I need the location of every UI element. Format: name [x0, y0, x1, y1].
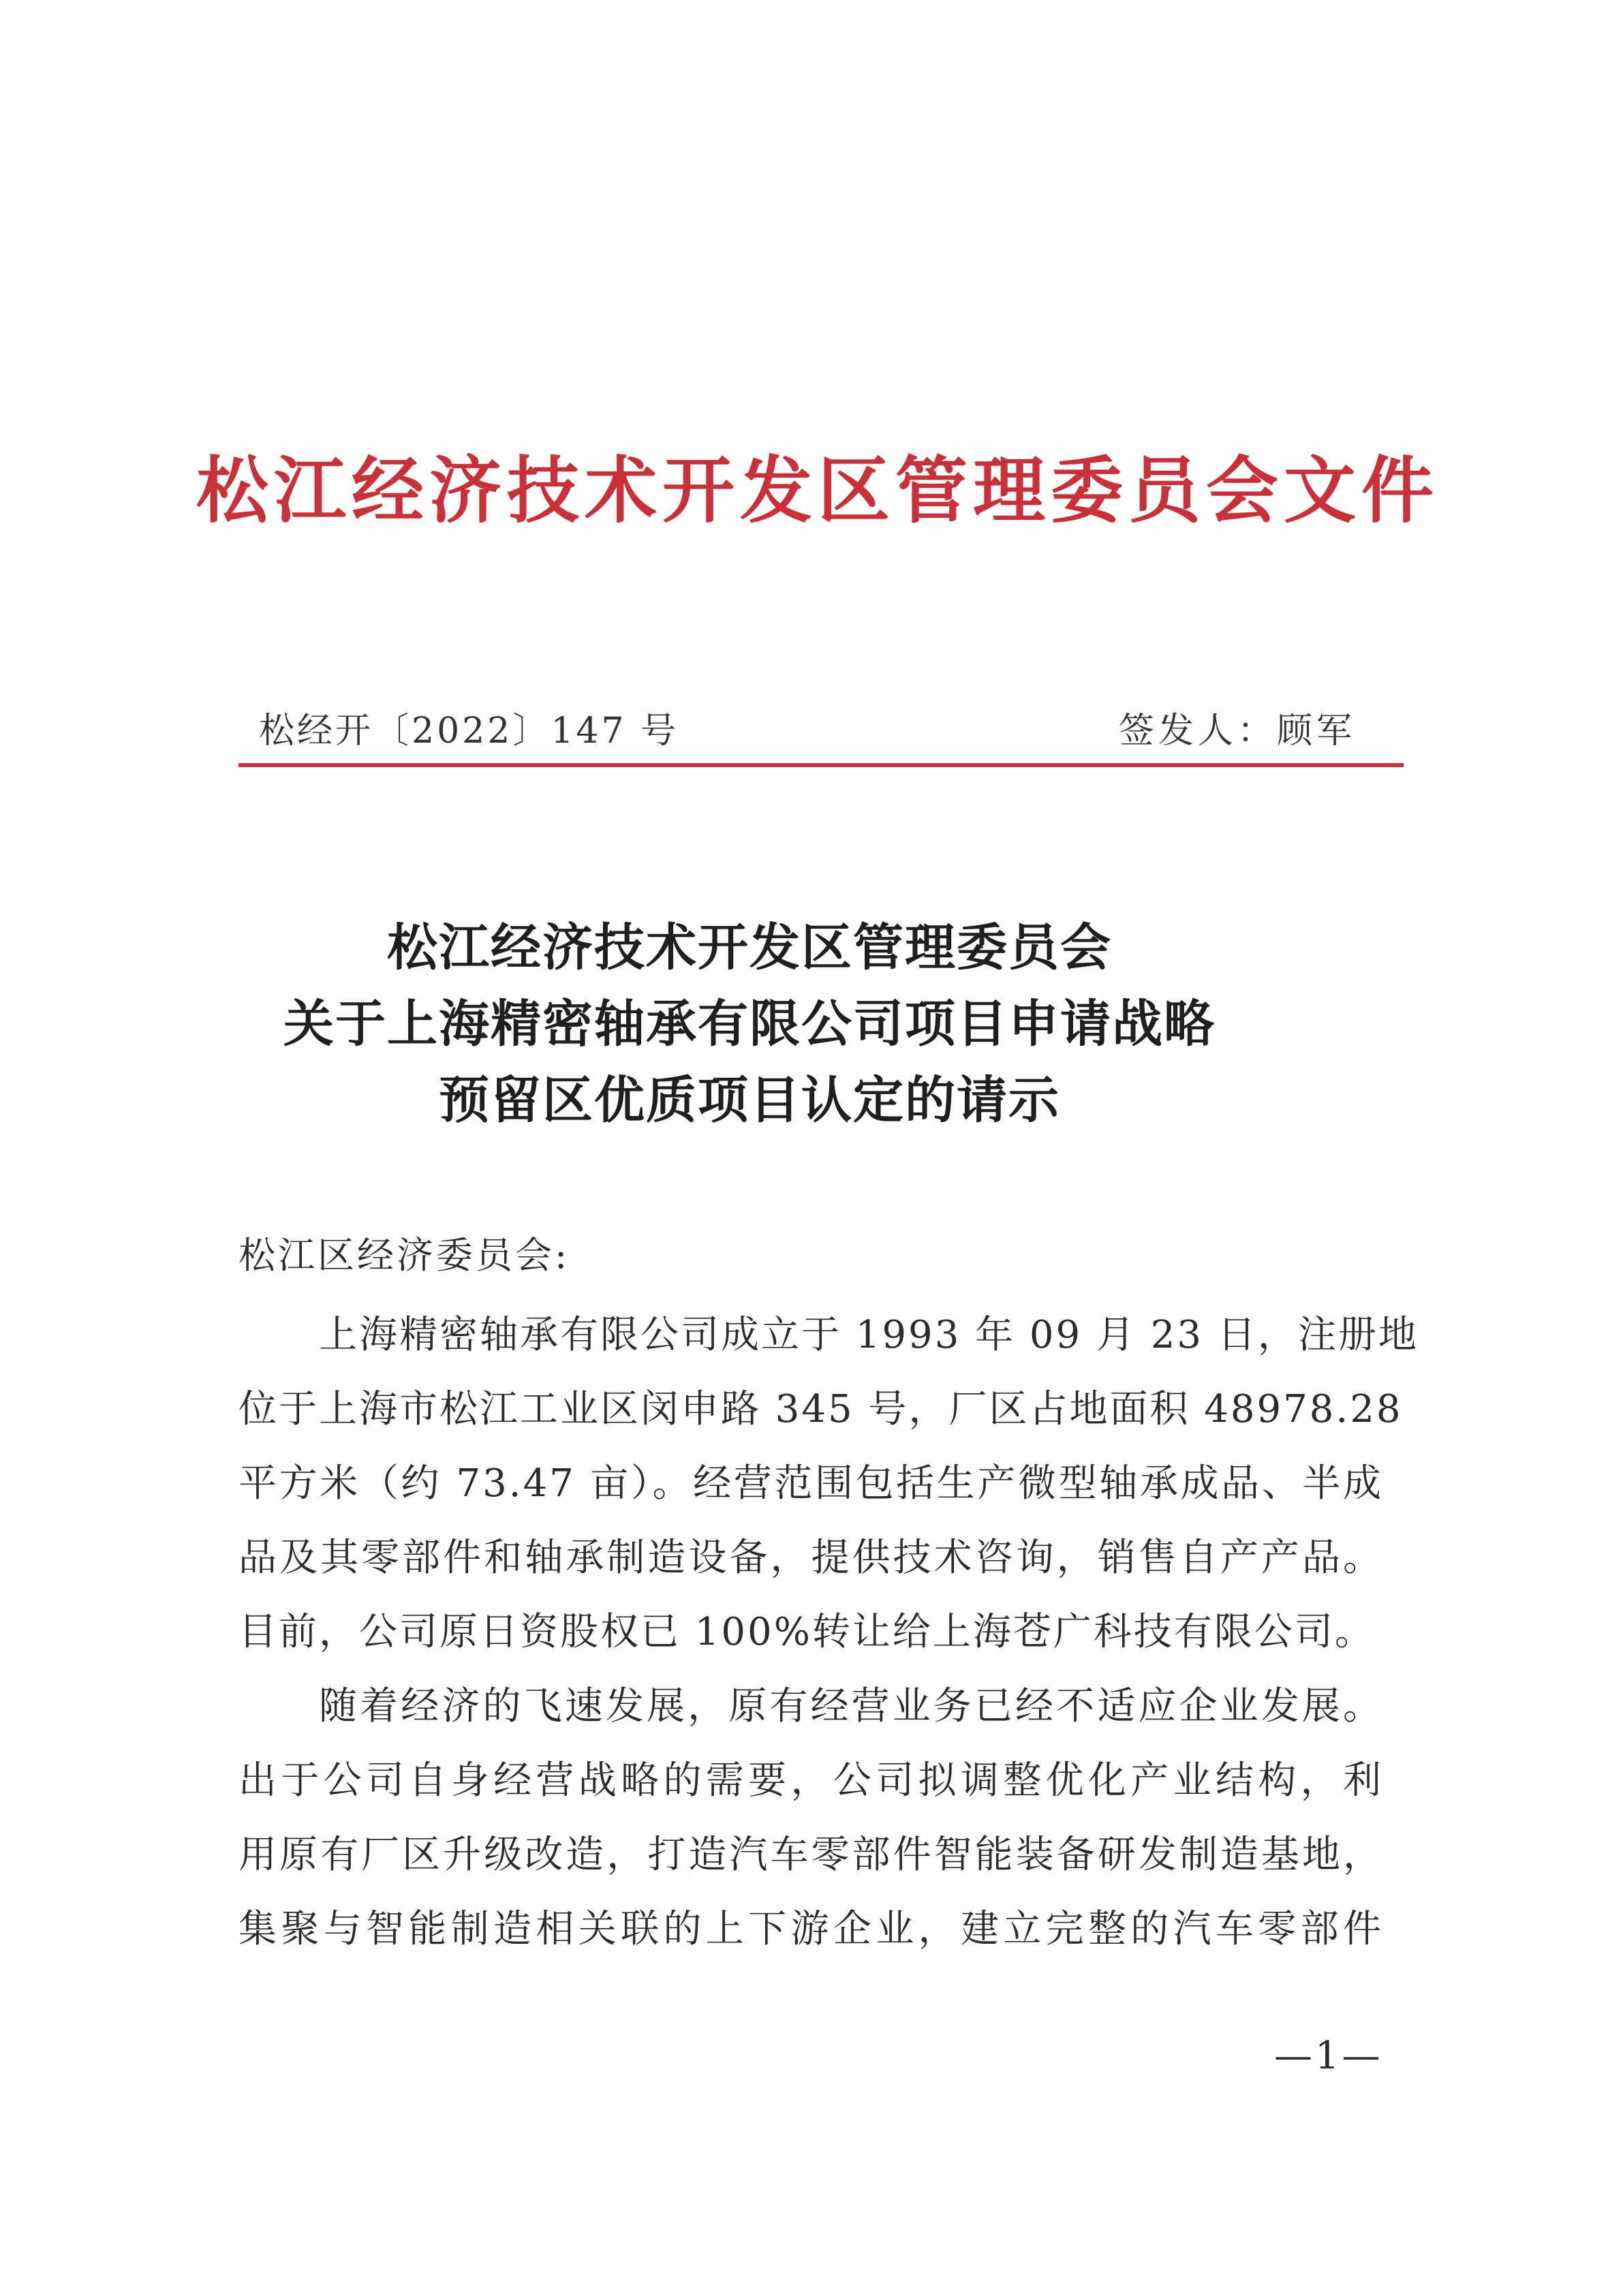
paragraph-line: 用原有厂区升级改造，打造汽车零部件智能装备研发制造基地， [238, 1833, 1383, 1877]
issuer-signature: 签发人：顾军 [1118, 711, 1356, 751]
paragraph-line: 上海精密轴承有限公司成立于 1993 年 09 月 23 日，注册地 [319, 1313, 1419, 1357]
masthead-title: 松江经济技术开发区管理委员会文件 [196, 448, 1439, 533]
document-number-row [238, 702, 1397, 763]
document-title [204, 910, 1295, 1138]
title-line: 松江经济技术开发区管理委员会 [387, 918, 1112, 977]
title-line: 预留区优质项目认定的请示 [439, 1071, 1060, 1130]
paragraph-line: 品及其零部件和轴承制造设备，提供技术咨询，销售自产产品。 [238, 1536, 1383, 1580]
salutation: 松江区经济委员会: [238, 1234, 570, 1277]
paragraph-line: 位于上海市松江工业区闵申路 345 号，厂区占地面积 48978.28 [238, 1387, 1403, 1431]
paragraph-line: 随着经济的飞速发展，原有经营业务已经不适应企业发展。 [319, 1684, 1383, 1728]
paragraph-line: 集聚与智能制造相关联的上下游企业，建立完整的汽车零部件 [238, 1907, 1383, 1951]
page-number: —1— [1274, 2034, 1383, 2078]
body-text [238, 1298, 1419, 1966]
red-divider-line [238, 763, 1404, 767]
document-number: 松经开〔2022〕147 号 [259, 711, 679, 751]
paragraph-line: 目前，公司原日资股权已 100%转让给上海苍广科技有限公司。 [238, 1610, 1375, 1654]
title-line: 关于上海精密轴承有限公司项目申请战略 [283, 995, 1216, 1053]
paragraph-line: 出于公司自身经营战略的需要，公司拟调整优化产业结构，利 [238, 1758, 1383, 1803]
paragraph-line: 平方米（约 73.47 亩）。经营范围包括生产微型轴承成品、半成 [238, 1461, 1383, 1506]
